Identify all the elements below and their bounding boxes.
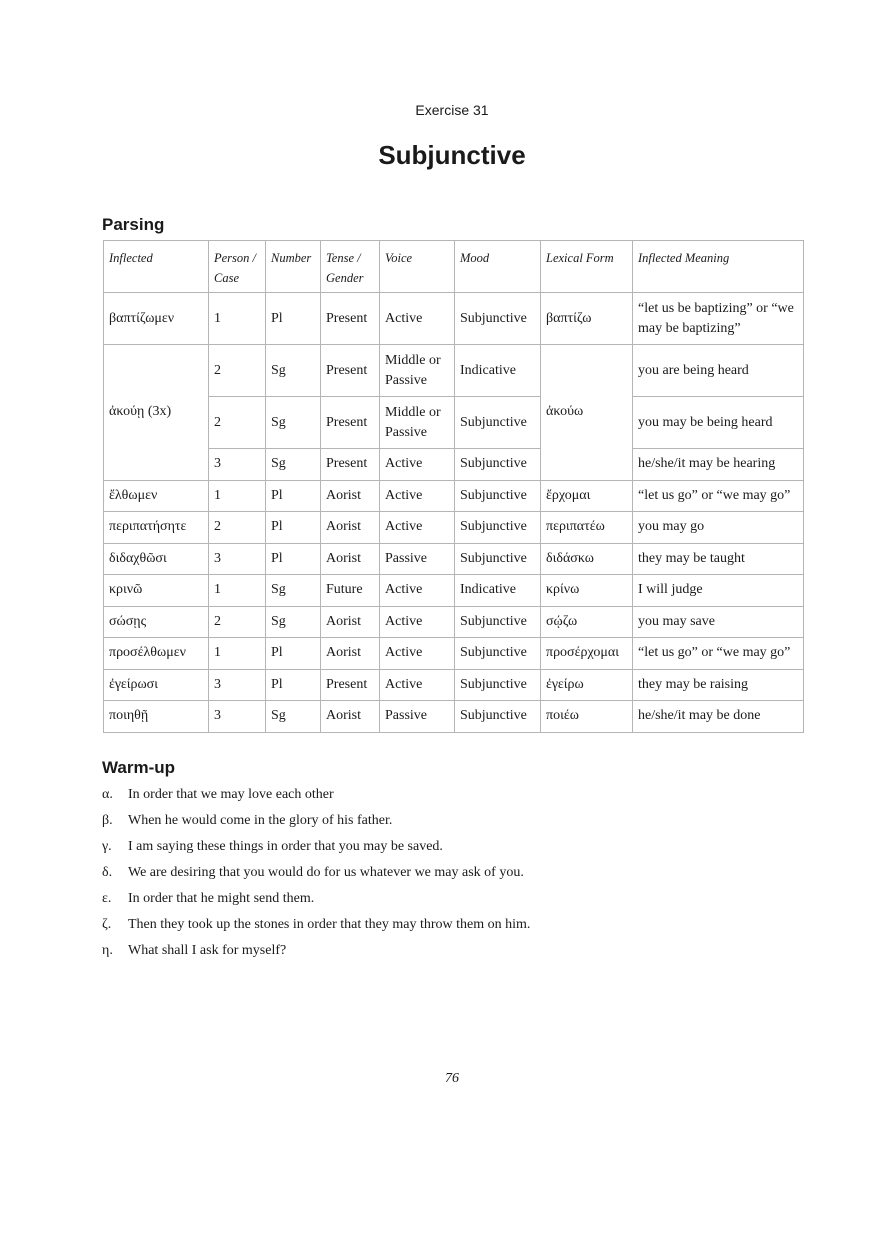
table-cell: Present [321, 669, 380, 701]
table-cell: Active [380, 449, 455, 481]
table-cell: you may go [633, 512, 804, 544]
table-cell: you may save [633, 606, 804, 638]
table-cell: Present [321, 293, 380, 345]
table-cell: Middle or Passive [380, 397, 455, 449]
column-header: Lexical Form [541, 241, 633, 293]
column-header: Voice [380, 241, 455, 293]
table-cell: 2 [209, 397, 266, 449]
table-cell: Aorist [321, 512, 380, 544]
column-header: Tense / Gender [321, 241, 380, 293]
table-cell: Aorist [321, 701, 380, 733]
table-cell: σῴζω [541, 606, 633, 638]
table-cell: προσέρχομαι [541, 638, 633, 670]
table-cell: Subjunctive [455, 449, 541, 481]
parsing-heading: Parsing [102, 215, 165, 234]
column-header: Inflected Meaning [633, 241, 804, 293]
table-cell: Sg [266, 449, 321, 481]
table-cell: ἔρχομαι [541, 480, 633, 512]
item-letter: η. [102, 943, 113, 958]
table-cell: Present [321, 449, 380, 481]
list-item [102, 942, 530, 968]
item-text: We are desiring that you would do for us whatever we may ask of you. [128, 865, 524, 880]
table-cell: Subjunctive [455, 480, 541, 512]
table-cell: “let us go” or “we may go” [633, 480, 804, 512]
warmup-heading: Warm-up [102, 758, 176, 777]
item-text: Then they took up the stones in order that they may throw them on him. [128, 917, 531, 932]
table-cell: Subjunctive [455, 606, 541, 638]
item-text: In order that we may love each other [128, 787, 334, 802]
table-cell: ἐγείρω [541, 669, 633, 701]
table-cell: κρινῶ [104, 575, 209, 607]
table-cell: Indicative [455, 575, 541, 607]
warmup-list [102, 786, 530, 968]
column-header: Number [266, 241, 321, 293]
table-cell: Active [380, 575, 455, 607]
table-cell: Sg [266, 701, 321, 733]
table-cell: 3 [209, 669, 266, 701]
table-cell: Passive [380, 701, 455, 733]
table-cell: Passive [380, 543, 455, 575]
page-number: 76 [445, 1071, 459, 1086]
table-cell: Sg [266, 606, 321, 638]
table-cell: κρίνω [541, 575, 633, 607]
table-cell: Middle or Passive [380, 345, 455, 397]
parsing-table [103, 240, 804, 733]
table-row [104, 669, 804, 701]
table-cell: προσέλθωμεν [104, 638, 209, 670]
table-row [104, 293, 804, 345]
table-cell: ἀκούω [541, 345, 633, 481]
table-row [104, 480, 804, 512]
table-cell: βαπτίζω [541, 293, 633, 345]
table-cell: Subjunctive [455, 701, 541, 733]
table-cell: σώσῃς [104, 606, 209, 638]
table-cell: Aorist [321, 480, 380, 512]
table-cell: Subjunctive [455, 512, 541, 544]
table-cell: “let us be baptizing” or “we may be baptizing” [633, 293, 804, 345]
table-cell: I will judge [633, 575, 804, 607]
table-cell: βαπτίζωμεν [104, 293, 209, 345]
table-cell: Sg [266, 397, 321, 449]
table-cell: Active [380, 606, 455, 638]
table-cell: Pl [266, 293, 321, 345]
table-cell: they may be raising [633, 669, 804, 701]
item-letter: ε. [102, 891, 112, 906]
item-text: I am saying these things in order that you may be saved. [128, 839, 443, 854]
table-cell: Active [380, 669, 455, 701]
column-header: Mood [455, 241, 541, 293]
table-cell: ἀκούῃ (3x) [104, 345, 209, 481]
table-row [104, 575, 804, 607]
table-cell: 2 [209, 512, 266, 544]
table-cell: 3 [209, 701, 266, 733]
table-cell: Indicative [455, 345, 541, 397]
table-cell: Future [321, 575, 380, 607]
table-cell: 1 [209, 575, 266, 607]
table-cell: Subjunctive [455, 638, 541, 670]
table-cell: 3 [209, 449, 266, 481]
table-cell: you may be being heard [633, 397, 804, 449]
column-header: Inflected [104, 241, 209, 293]
table-cell: 3 [209, 543, 266, 575]
table-cell: Aorist [321, 606, 380, 638]
table-cell: Sg [266, 345, 321, 397]
table-cell: 2 [209, 345, 266, 397]
item-letter: α. [102, 787, 113, 802]
table-cell: he/she/it may be hearing [633, 449, 804, 481]
item-text: What shall I ask for myself? [128, 943, 287, 958]
list-item [102, 864, 530, 890]
table-cell: Aorist [321, 638, 380, 670]
table-cell: περιπατέω [541, 512, 633, 544]
table-cell: Active [380, 638, 455, 670]
table-row [104, 345, 804, 397]
table-cell: διδαχθῶσι [104, 543, 209, 575]
table-cell: Active [380, 293, 455, 345]
table-cell: 1 [209, 293, 266, 345]
table-cell: Pl [266, 543, 321, 575]
table-cell: ποιέω [541, 701, 633, 733]
table-header-row [104, 241, 804, 293]
list-item [102, 838, 530, 864]
table-cell: you are being heard [633, 345, 804, 397]
table-cell: Pl [266, 512, 321, 544]
table-cell: Pl [266, 669, 321, 701]
item-text: In order that he might send them. [128, 891, 315, 906]
column-header: Person / Case [209, 241, 266, 293]
item-letter: γ. [102, 839, 112, 854]
item-letter: β. [102, 813, 113, 828]
item-letter: ζ. [102, 917, 112, 932]
table-cell: Active [380, 480, 455, 512]
table-cell: 1 [209, 480, 266, 512]
table-cell: “let us go” or “we may go” [633, 638, 804, 670]
table-cell: Pl [266, 480, 321, 512]
table-cell: Present [321, 345, 380, 397]
exercise-label: Exercise 31 [415, 102, 489, 118]
table-row [104, 543, 804, 575]
list-item [102, 812, 530, 838]
table-cell: 1 [209, 638, 266, 670]
table-row [104, 638, 804, 670]
table-cell: Subjunctive [455, 293, 541, 345]
table-cell: Subjunctive [455, 669, 541, 701]
table-cell: διδάσκω [541, 543, 633, 575]
table-cell: ποιηθῇ [104, 701, 209, 733]
list-item [102, 786, 530, 812]
table-cell: περιπατήσητε [104, 512, 209, 544]
table-cell: Aorist [321, 543, 380, 575]
table-row [104, 512, 804, 544]
item-letter: δ. [102, 865, 113, 880]
table-cell: Subjunctive [455, 397, 541, 449]
page-title: Subjunctive [378, 140, 526, 170]
table-row [104, 397, 804, 449]
table-cell: Sg [266, 575, 321, 607]
table-row [104, 606, 804, 638]
table-cell: Subjunctive [455, 543, 541, 575]
table-cell: ἔλθωμεν [104, 480, 209, 512]
table-cell: Pl [266, 638, 321, 670]
item-text: When he would come in the glory of his father. [128, 813, 393, 828]
table-cell: he/she/it may be done [633, 701, 804, 733]
table-cell: ἐγείρωσι [104, 669, 209, 701]
table-cell: Active [380, 512, 455, 544]
table-row [104, 449, 804, 481]
table-cell: they may be taught [633, 543, 804, 575]
table-row [104, 701, 804, 733]
table-cell: Present [321, 397, 380, 449]
table-cell: 2 [209, 606, 266, 638]
list-item [102, 890, 530, 916]
list-item [102, 916, 530, 942]
